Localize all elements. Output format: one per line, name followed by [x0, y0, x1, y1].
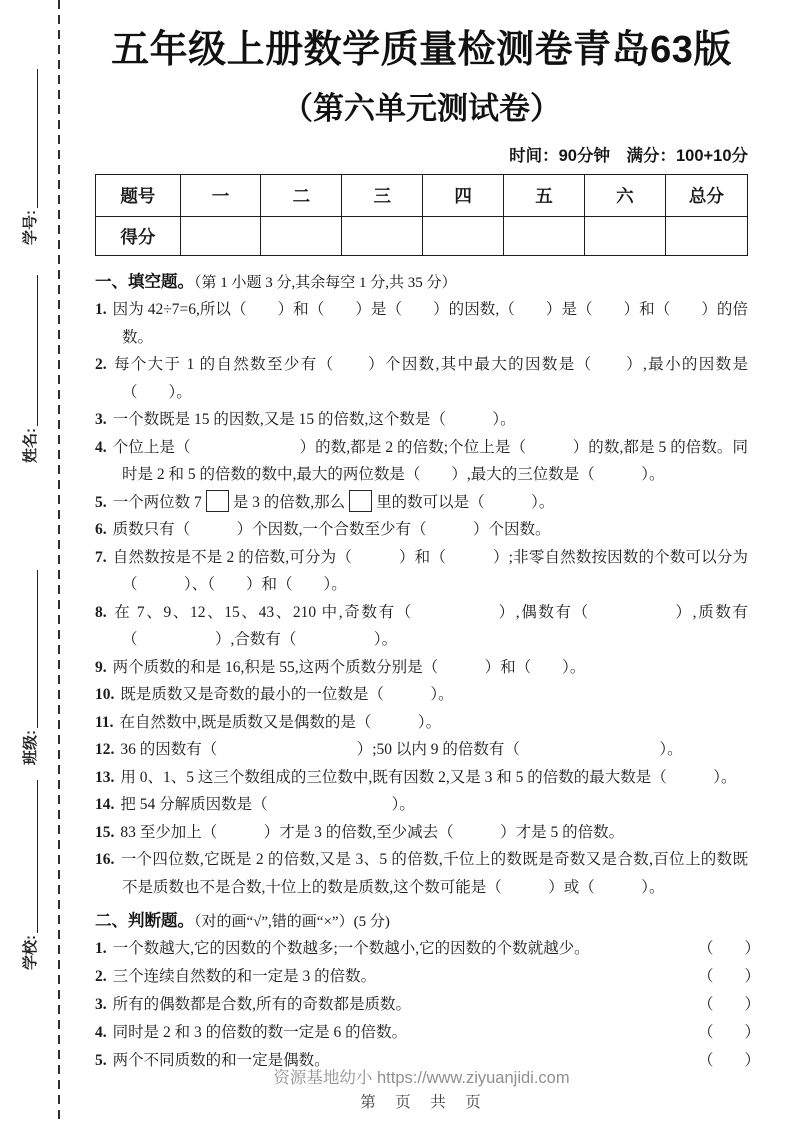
score-row-label: 得分: [96, 217, 181, 256]
fill-question-1: [95, 296, 748, 351]
score-table-score-row: [96, 217, 748, 256]
question-text: 在 7、9、12、15、43、210 中,奇数有（ ）,偶数有（ ）,质数有（ ）,合数有（ ）。: [112, 603, 748, 648]
score-cell-empty: [665, 217, 747, 256]
answer-bracket: （ ）: [698, 1052, 761, 1069]
score-cell-empty: [423, 217, 504, 256]
answer-bracket: （ ）: [698, 1024, 761, 1041]
question-number: 10.: [95, 686, 115, 703]
page-number-line: 第 页 共 页: [360, 1094, 483, 1111]
paper-title: 五年级上册数学质量检测卷青岛63版: [111, 29, 732, 71]
question-text: 自然数按是不是 2 的倍数,可分为（ ）和（ ）;非零自然数按因数的个数可以分为（ ）、（ ）和（ ）。: [112, 548, 748, 593]
question-number: 2.: [95, 968, 107, 985]
answer-bracket: （ ）: [698, 996, 761, 1013]
school-label: 学校:: [21, 935, 39, 970]
time-and-score-info: 时间：90分钟 满分：100+10分: [509, 147, 748, 165]
answer-bracket: （ ）: [698, 940, 761, 957]
question-text: 一个四位数,它既是 2 的倍数,又是 3、5 的倍数,千位上的数既是奇数又是合数,百位上的数既不是质数也不是合数,十位上的数是质数,这个数可能是（ ）或（ ）。: [120, 851, 748, 896]
fill-question-14: [95, 791, 748, 819]
question-text: 是 3 的倍数,那么: [232, 493, 346, 511]
question-number: 3.: [95, 996, 107, 1013]
score-cell-empty: [180, 217, 261, 256]
section2-title: 二、判断题。: [95, 912, 194, 930]
score-table-cell: 五: [504, 175, 585, 217]
question-text-wrap: [95, 935, 698, 963]
fill-question-8: [95, 599, 748, 654]
question-number: 1.: [95, 940, 107, 957]
fill-question-9: [95, 654, 748, 682]
score-table-cell: 四: [423, 175, 504, 217]
margin-field-name: [16, 275, 42, 463]
question-text-wrap: [95, 1019, 698, 1047]
class-label: 班级:: [21, 730, 39, 765]
question-text: 83 至少加上（ ）才是 3 的倍数,至少减去（ ）才是 5 的倍数。: [120, 823, 625, 841]
score-table-cell: 二: [261, 175, 342, 217]
watermark-site-link: 资源基地幼小 https://www.ziyuanjidi.com: [273, 1069, 570, 1087]
question-number: 8.: [95, 603, 107, 621]
question-number: 16.: [95, 851, 115, 868]
fill-question-11: [95, 709, 748, 737]
fill-question-16: [95, 846, 748, 901]
question-text: 里的数可以是（ ）。: [376, 493, 555, 511]
paper-content: [95, 0, 761, 1075]
question-number: 7.: [95, 548, 107, 566]
section1-title: 一、填空题。: [95, 273, 194, 291]
fill-question-6: [95, 516, 748, 544]
question-text: 一个数既是 15 的因数,又是 15 的倍数,这个数是（ ）。: [112, 411, 516, 428]
fill-in-questions: [95, 296, 748, 901]
fill-question-13: [95, 764, 748, 792]
score-table: [95, 174, 748, 256]
fill-question-2: [95, 351, 748, 406]
question-number: 1.: [95, 301, 107, 318]
section1-note: （第 1 小题 3 分,其余每空 1 分,共 35 分）: [194, 275, 457, 291]
question-text: 三个连续自然数的和一定是 3 的倍数。: [112, 968, 377, 985]
question-text: 两个质数的和是 16,积是 55,这两个质数分别是（ ）和（ ）。: [112, 658, 586, 676]
question-text: 两个不同质数的和一定是偶数。: [112, 1052, 330, 1069]
question-number: 4.: [95, 438, 107, 456]
score-table-cell: 三: [342, 175, 423, 217]
question-number: 13.: [95, 768, 115, 786]
fill-question-3: [95, 406, 748, 434]
student-id-label: 学号:: [21, 210, 39, 245]
dashed-cut-line: [58, 0, 60, 1122]
question-number: 11.: [95, 713, 114, 731]
tf-question-3: [95, 991, 761, 1019]
question-text: 每个大于 1 的自然数至少有（ ）个因数,其中最大的因数是（ ）,最小的因数是（ ）。: [112, 356, 748, 401]
class-blank-line: [37, 570, 38, 728]
question-text: 所有的偶数都是合数,所有的奇数都是质数。: [112, 996, 412, 1013]
score-table-cell: 一: [180, 175, 261, 217]
question-number: 12.: [95, 741, 115, 758]
question-text: 个位上是（ ）的数,都是 2 的倍数;个位上是（ ）的数,都是 5 的倍数。同时是 2 和 5 的倍数的数中,最大的两位数是（ ）,最大的三位数是（ ）。: [112, 438, 748, 483]
section2-heading: [95, 908, 748, 935]
paper-subtitle: （第六单元测试卷）: [282, 91, 561, 126]
question-number: 4.: [95, 1024, 107, 1041]
question-number: 5.: [95, 493, 107, 511]
question-number: 5.: [95, 1052, 107, 1069]
question-number: 9.: [95, 658, 107, 676]
question-number: 3.: [95, 411, 107, 428]
tf-question-2: [95, 963, 761, 991]
answer-box: [349, 490, 372, 512]
score-cell-empty: [342, 217, 423, 256]
name-blank-line: [37, 275, 38, 426]
question-text-wrap: [95, 991, 698, 1019]
score-cell-empty: [261, 217, 342, 256]
score-table-header-row: [96, 175, 748, 217]
fill-question-5: [95, 489, 748, 517]
fill-question-4: [95, 434, 748, 489]
fill-question-12: [95, 736, 748, 764]
question-number: 2.: [95, 356, 107, 373]
question-text-wrap: [95, 963, 698, 991]
fill-question-7: [95, 544, 748, 599]
score-table-cell: 总分: [665, 175, 747, 217]
student-id-blank-line: [37, 69, 38, 208]
answer-bracket: （ ）: [698, 968, 761, 985]
tf-question-1: [95, 935, 761, 963]
margin-field-student-id: [16, 69, 42, 245]
true-false-questions: [95, 935, 761, 1075]
question-text: 在自然数中,既是质数又是偶数的是（ ）。: [119, 713, 442, 731]
fill-question-10: [95, 681, 748, 709]
score-cell-empty: [504, 217, 585, 256]
question-text: 用 0、1、5 这三个数组成的三位数中,既有因数 2,又是 3 和 5 的倍数的最大数是（ ）。: [120, 768, 737, 786]
question-text: 一个两位数 7: [112, 493, 202, 511]
question-text: 质数只有（ ）个因数,一个合数至少有（ ）个因数。: [112, 521, 551, 538]
question-number: 15.: [95, 823, 115, 841]
score-table-cell: 六: [584, 175, 665, 217]
question-text: 把 54 分解质因数是（ ）。: [120, 796, 415, 813]
section1-heading: [95, 269, 748, 296]
margin-field-school: [16, 780, 42, 970]
fill-question-15: [95, 819, 748, 847]
question-text: 一个数越大,它的因数的个数越多;一个数越小,它的因数的个数就越少。: [112, 940, 590, 957]
question-text: 36 的因数有（ ）;50 以内 9 的倍数有（ ）。: [120, 741, 683, 758]
question-text: 因为 42÷7=6,所以（ ）和（ ）是（ ）的因数,（ ）是（ ）和（ ）的倍数。: [112, 301, 748, 346]
name-label: 姓名:: [21, 428, 39, 463]
question-text: 同时是 2 和 3 的倍数的数一定是 6 的倍数。: [112, 1024, 408, 1041]
question-number: 6.: [95, 521, 107, 538]
score-cell-empty: [584, 217, 665, 256]
question-text: 既是质数又是奇数的最小的一位数是（ ）。: [120, 686, 454, 703]
tf-question-4: [95, 1019, 761, 1047]
margin-field-class: [16, 570, 42, 765]
answer-box: [206, 490, 229, 512]
school-blank-line: [37, 780, 38, 933]
question-number: 14.: [95, 796, 115, 813]
section2-note: （对的画“√”,错的画“×”）(5 分): [194, 914, 390, 930]
score-table-cell: 题号: [96, 175, 181, 217]
